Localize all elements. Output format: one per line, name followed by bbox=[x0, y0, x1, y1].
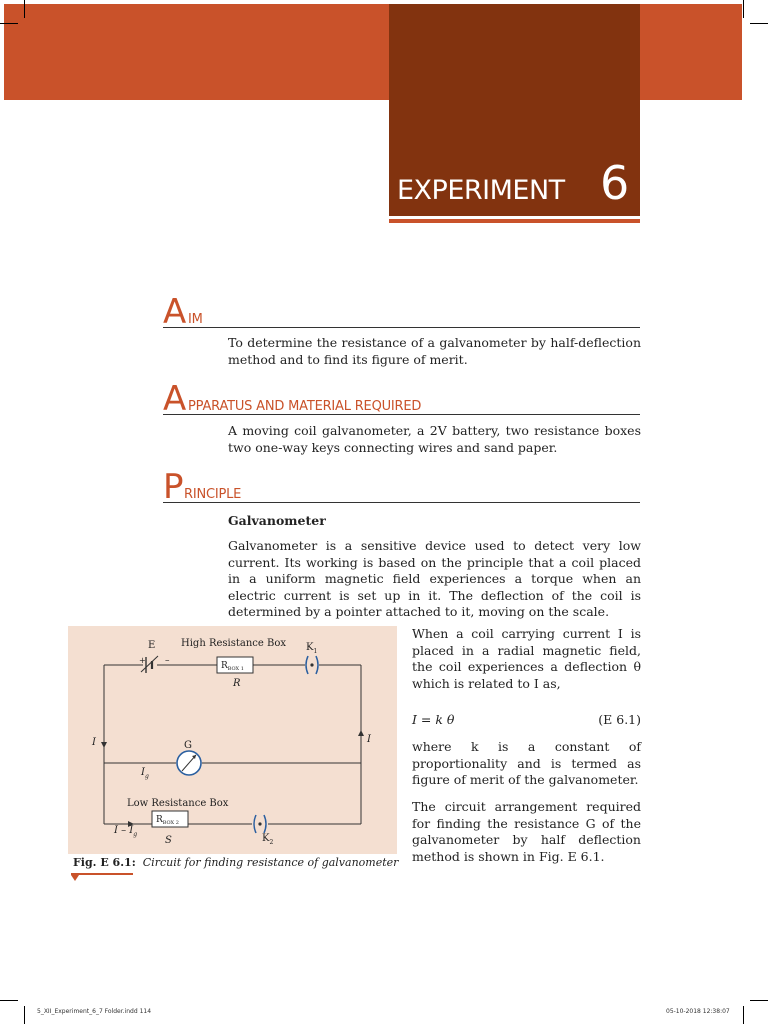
label-rbox2: $R_{BOX 2}$ bbox=[156, 815, 179, 826]
galvanometer-symbol bbox=[177, 751, 201, 775]
principle-text: Galvanometer is a sensitive device used to detect very low current. Its working is based on the principle that a coil placed in a uniform magnetic field experiences a torque when an electric current is set up in it. The deflection of the coil is determined by a pointer attached to it, moving on the scale. bbox=[228, 538, 641, 619]
equation-number: (E 6.1) bbox=[598, 712, 641, 727]
caption-text: Circuit for finding resistance of galvanometer bbox=[142, 856, 399, 869]
circuit-diagram bbox=[68, 626, 397, 854]
label-high-resistance-box: High Resistance Box bbox=[181, 638, 286, 649]
label-i-minus-ig: I – $I_g$ bbox=[114, 825, 138, 838]
label-g: G bbox=[184, 740, 192, 751]
right-para-1: When a coil carrying current I is placed in a radial magnetic field, the coil experiences a deflection θ which is related to I as, bbox=[412, 626, 641, 691]
principle-heading bbox=[163, 467, 640, 507]
label-i-right: I bbox=[367, 734, 371, 745]
crop-mark bbox=[0, 1000, 18, 1001]
aim-heading bbox=[163, 292, 640, 332]
principle-subheading: Galvanometer bbox=[228, 513, 326, 528]
apparatus-text: A moving coil galvanometer, a 2V battery, two resistance boxes two one-way keys connecting wires and sand paper. bbox=[228, 423, 641, 455]
label-k1: $K_1$ bbox=[306, 642, 318, 655]
label-low-resistance-box: Low Resistance Box bbox=[127, 798, 229, 809]
caption-label: Fig. E 6.1: bbox=[73, 856, 136, 869]
right-para-3: The circuit arrangement required for finding the resistance G of the galvanometer by half deflection method is shown in Fig. E 6.1. bbox=[412, 799, 641, 864]
caption-rule bbox=[71, 873, 133, 875]
crop-mark bbox=[24, 1006, 25, 1024]
crop-mark bbox=[750, 23, 768, 24]
label-ig: $I_g$ bbox=[141, 767, 149, 780]
label-plus: + bbox=[139, 656, 146, 665]
label-rbox1: $R_{BOX 1}$ bbox=[221, 661, 244, 672]
experiment-title bbox=[397, 156, 637, 216]
aim-heading-rest: IM bbox=[188, 312, 203, 327]
principle-heading-cap: P bbox=[163, 467, 184, 507]
crop-mark bbox=[743, 0, 744, 18]
label-s: S bbox=[165, 835, 172, 846]
figure-caption bbox=[73, 856, 398, 869]
experiment-word: EXPERIMENT bbox=[397, 175, 565, 206]
label-r: R bbox=[233, 678, 241, 689]
crop-mark bbox=[750, 1000, 768, 1001]
crop-mark bbox=[743, 1006, 744, 1024]
footer-datetime: 05-10-2018 12:38:07 bbox=[666, 1008, 730, 1015]
key-k1 bbox=[306, 656, 318, 674]
arrow-up bbox=[358, 730, 364, 736]
apparatus-heading bbox=[163, 379, 640, 419]
crop-mark bbox=[24, 0, 25, 18]
aim-heading-cap: A bbox=[163, 292, 187, 332]
experiment-rule bbox=[389, 219, 640, 223]
apparatus-heading-rest: PPARATUS AND MATERIAL REQUIRED bbox=[188, 399, 422, 414]
label-e: E bbox=[148, 640, 156, 651]
aim-text: To determine the resistance of a galvanometer by half-deflection method and to find its figure of merit. bbox=[228, 335, 641, 367]
right-para-2: where k is a constant of proportionality and is termed as figure of merit of the galvanometer. bbox=[412, 739, 641, 787]
equation-e6-1 bbox=[412, 712, 641, 727]
circuit-figure bbox=[68, 626, 397, 854]
crop-mark bbox=[0, 23, 18, 24]
key-k2 bbox=[254, 815, 266, 833]
equation-lhs: I = k θ bbox=[412, 712, 455, 727]
experiment-number: 6 bbox=[600, 156, 630, 210]
footer-file: 5_XII_Experiment_6_7 Folder.indd 114 bbox=[37, 1008, 152, 1015]
arrow-down bbox=[101, 742, 107, 748]
principle-heading-rest: RINCIPLE bbox=[184, 487, 242, 502]
label-k2: $K_2$ bbox=[262, 833, 274, 846]
label-minus: – bbox=[165, 656, 170, 666]
caption-marker bbox=[71, 875, 79, 881]
label-i-left: I bbox=[92, 737, 96, 748]
apparatus-heading-cap: A bbox=[163, 379, 187, 419]
